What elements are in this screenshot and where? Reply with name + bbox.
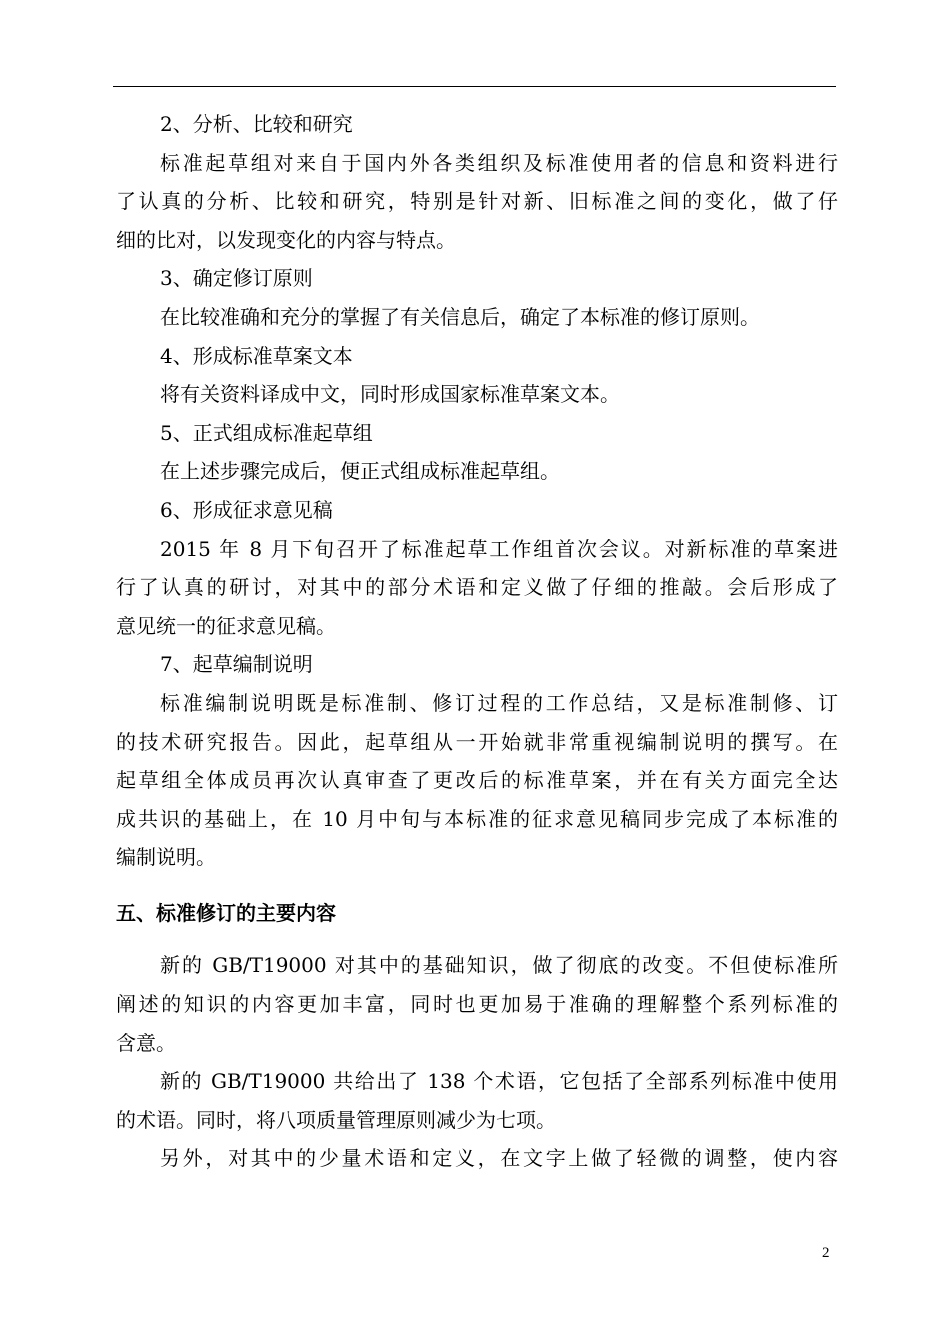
text-line: 6、形成征求意见稿 <box>160 497 333 522</box>
text-line: 2、分析、比较和研究 <box>160 112 353 136</box>
paragraph-comment-draft <box>116 530 838 646</box>
text-line: 标准编制说明既是标准制、修订过程的工作总结，又是标准制修、订 <box>160 690 838 715</box>
text-line: 意见统一的征求意见稿。 <box>116 613 336 638</box>
text-line: 在上述步骤完成后，便正式组成标准起草组。 <box>160 459 560 484</box>
paragraph-adjustments <box>116 1139 838 1178</box>
text-line: 成共识的基础上，在 10 月中旬与本标准的征求意见稿同步完成了本标准的 <box>116 806 838 831</box>
paragraph-draft-text <box>116 375 838 414</box>
text-line: 细的比对，以发现变化的内容与特点。 <box>116 227 456 252</box>
paragraph-explanation <box>116 684 838 877</box>
text-line: 含意。 <box>116 1030 176 1055</box>
paragraph-principles <box>116 298 838 337</box>
text-line: 4、形成标准草案文本 <box>160 343 353 368</box>
paragraph-2-heading <box>116 105 838 144</box>
document-body <box>116 105 838 1178</box>
text-line: 行了认真的研讨，对其中的部分术语和定义做了仔细的推敲。会后形成了 <box>116 575 838 600</box>
text-line: 的技术研究报告。因此，起草组从一开始就非常重视编制说明的撰写。在 <box>116 729 838 754</box>
paragraph-terms <box>116 1062 838 1139</box>
text-line: 起草组全体成员再次认真审查了更改后的标准草案，并在有关方面完全达 <box>116 768 838 793</box>
text-line: 7、起草编制说明 <box>160 652 313 677</box>
text-line: 标准起草组对来自于国内外各类组织及标准使用者的信息和资料进行 <box>160 150 838 175</box>
header-rule <box>113 86 836 87</box>
text-line: 了认真的分析、比较和研究，特别是针对新、旧标准之间的变化，做了仔 <box>116 189 838 214</box>
text-line: 的术语。同时，将八项质量管理原则减少为七项。 <box>116 1107 556 1132</box>
text-line: 3、确定修订原则 <box>160 266 313 291</box>
section-heading: 五、标准修订的主要内容 <box>116 900 336 925</box>
paragraph-7-heading <box>116 645 838 684</box>
text-line: 将有关资料译成中文，同时形成国家标准草案文本。 <box>160 382 620 407</box>
text-line: 另外，对其中的少量术语和定义，在文字上做了轻微的调整，使内容 <box>160 1146 838 1171</box>
text-line: 新的 GB/T19000 共给出了 138 个术语，它包括了全部系列标准中使用 <box>160 1069 838 1094</box>
paragraph-group-formed <box>116 452 838 491</box>
text-line: 编制说明。 <box>116 845 216 870</box>
text-line: 2015 年 8 月下旬召开了标准起草工作组首次会议。对新标准的草案进 <box>160 536 838 561</box>
paragraph-4-heading <box>116 337 838 376</box>
text-line: 新的 GB/T19000 对其中的基础知识，做了彻底的改变。不但使标准所 <box>160 953 838 978</box>
paragraph-5-heading <box>116 414 838 453</box>
text-line: 5、正式组成标准起草组 <box>160 420 373 445</box>
paragraph-analysis <box>116 144 838 260</box>
text-line: 阐述的知识的内容更加丰富，同时也更加易于准确的理解整个系列标准的 <box>116 992 838 1017</box>
paragraph-6-heading <box>116 491 838 530</box>
paragraph-basic-knowledge <box>116 946 838 1062</box>
paragraph-3-heading <box>116 259 838 298</box>
page-number: 2 <box>822 1245 830 1261</box>
text-line: 在比较准确和充分的掌握了有关信息后，确定了本标准的修订原则。 <box>160 304 760 329</box>
